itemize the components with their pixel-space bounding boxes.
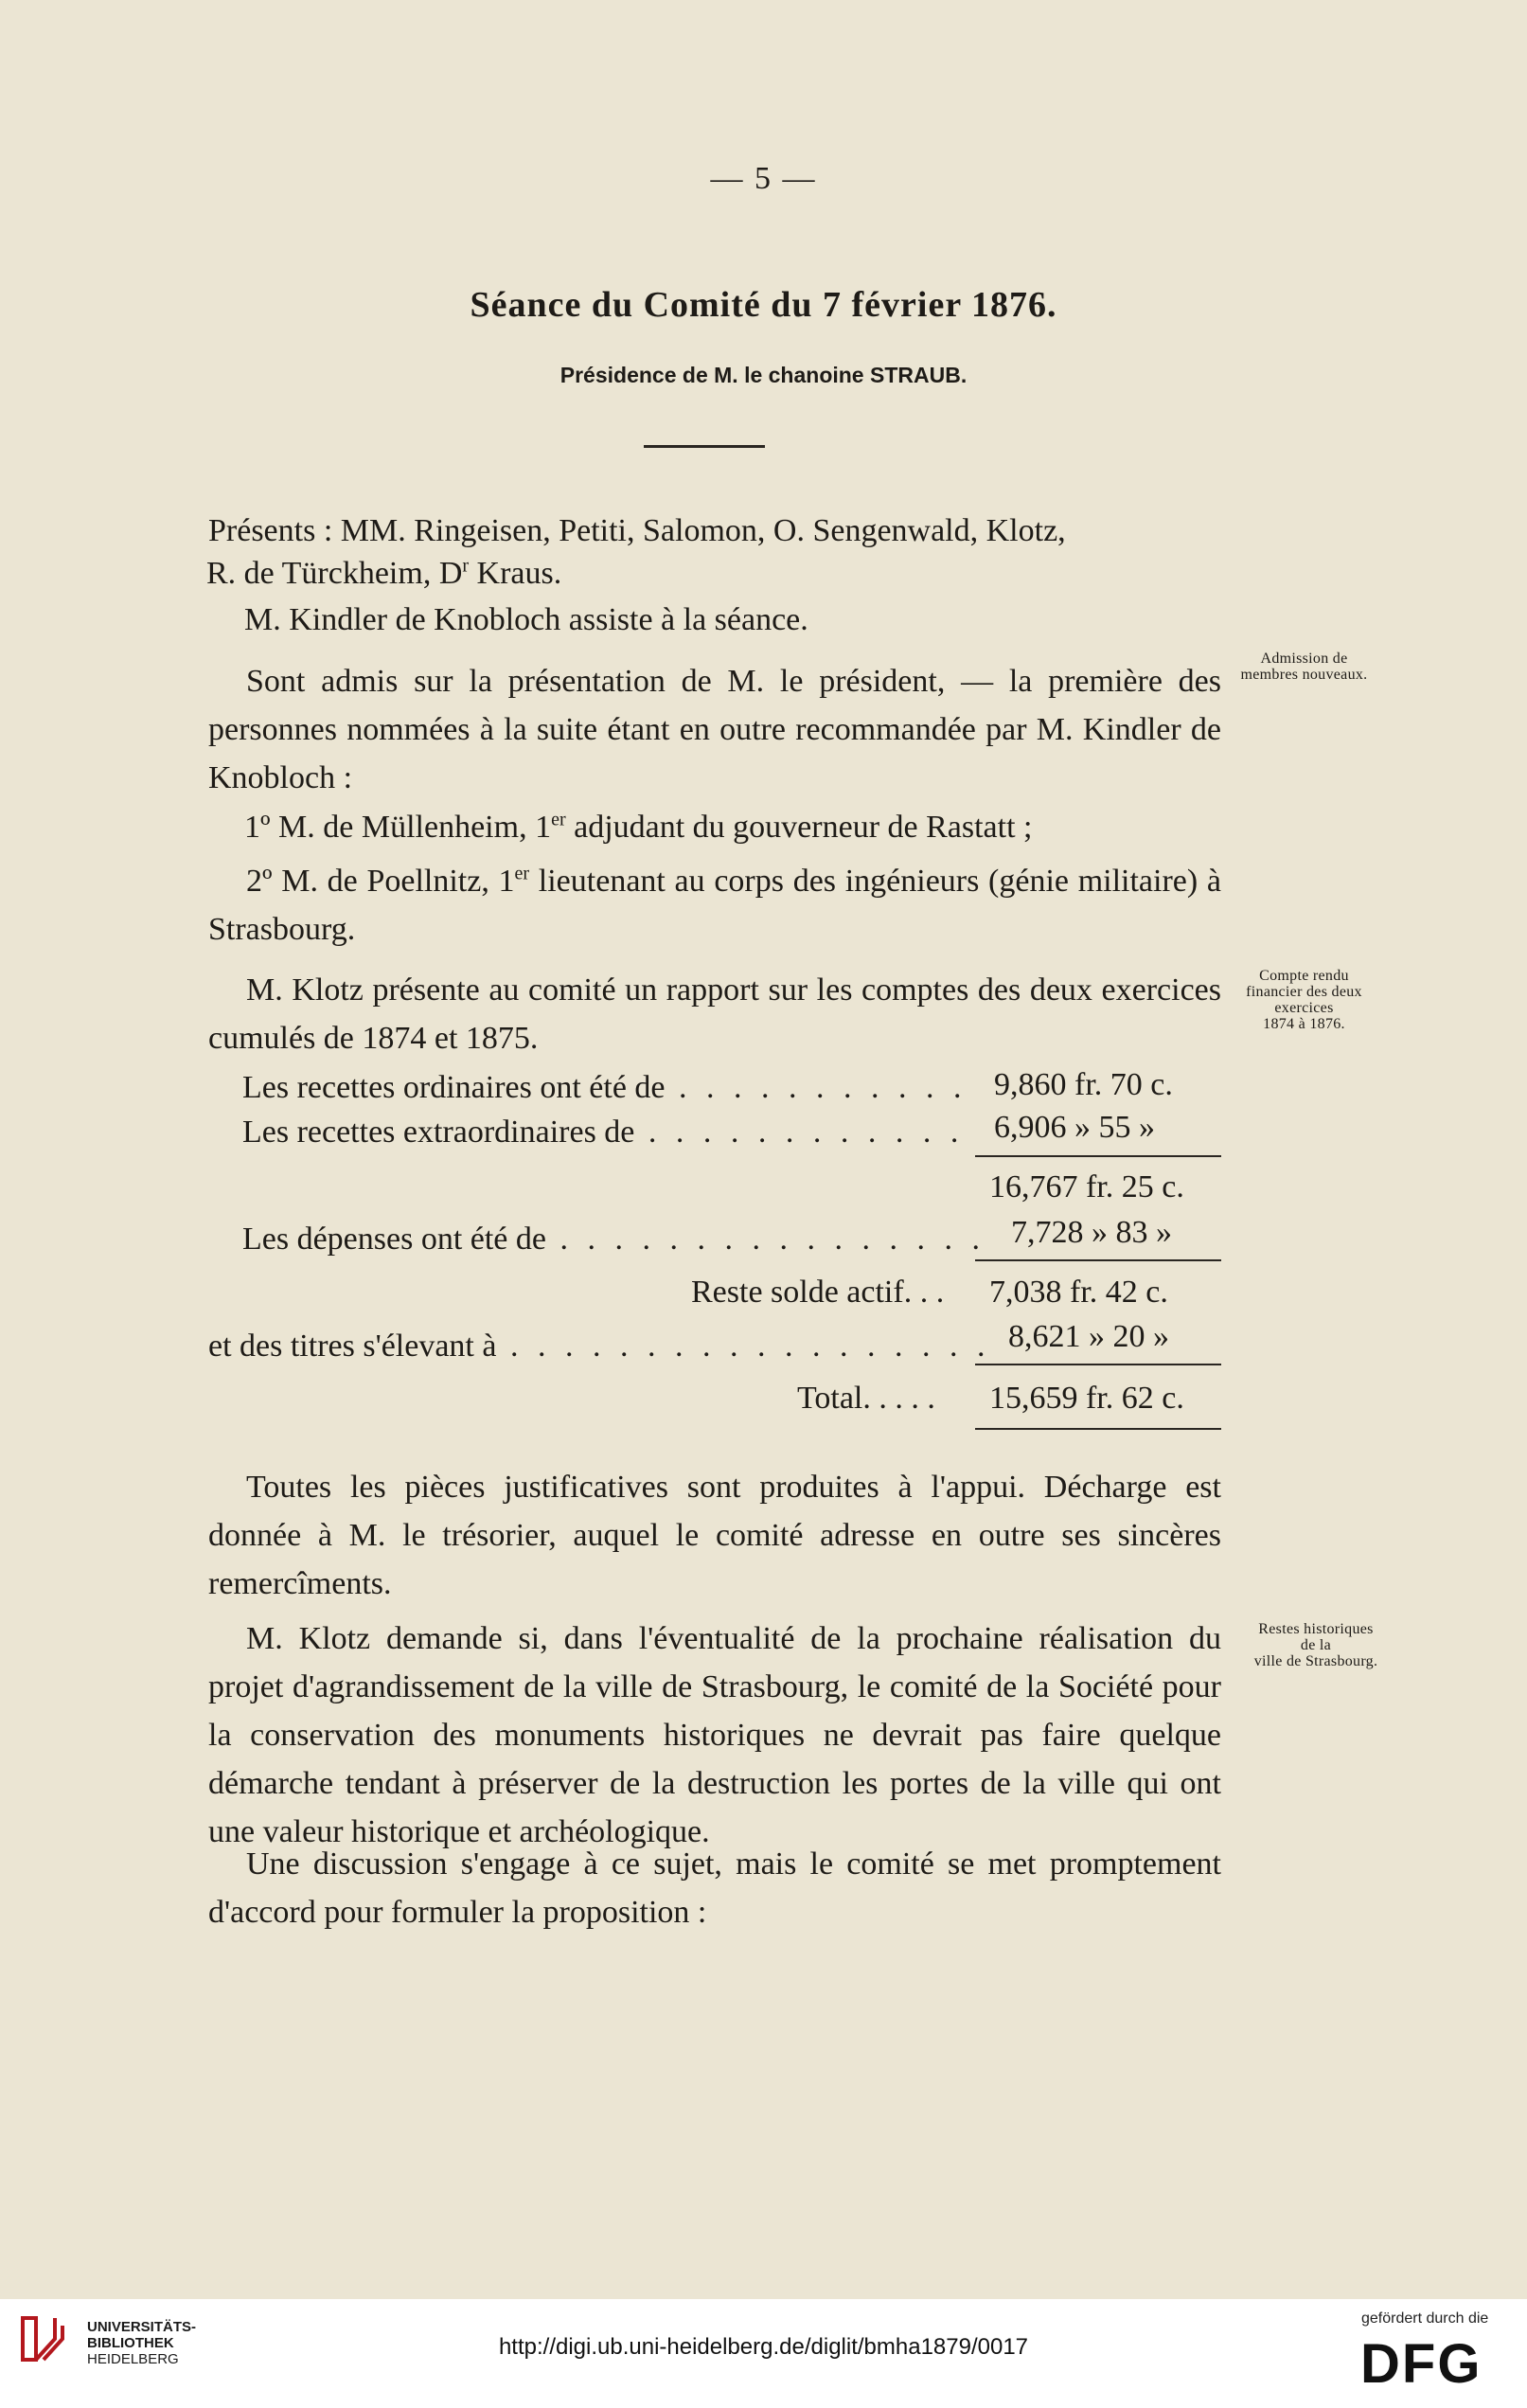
- admission-item-1: 1º M. de Müllenheim, 1er adjudant du gouverneur de Rastatt ;: [244, 809, 1033, 845]
- total-double-rule: [975, 1428, 1221, 1430]
- account-row-5-label: et des titres s'élevant à . . . . . . . . . . . . . . . . . .: [208, 1329, 991, 1364]
- attendance-line-3: M. Kindler de Knobloch assiste à la séance.: [244, 602, 808, 637]
- margin-note-admission: Admission de membres nouveaux.: [1240, 651, 1368, 683]
- account-row-2-label: Les recettes extraordinaires de . . . . . . . . . . . .: [242, 1115, 965, 1150]
- presidency-line: Présidence de M. le chanoine STRAUB.: [559, 363, 968, 387]
- margin-note-compte: Compte rendu financier des deux exercices 1874 à 1876.: [1246, 968, 1362, 1032]
- account-row-5-value: 8,621 » 20 »: [1008, 1319, 1169, 1354]
- discharge-paragraph: Toutes les pièces justificatives sont produites à l'appui. Décharge est donnée à M. le trésorier, auquel le comité adresse en outre ses sincères remercîments.: [208, 1470, 1221, 1601]
- admission-item-2: 2º M. de Poellnitz, 1er lieutenant au corps des ingénieurs (génie militaire) à Strasbourg.: [208, 863, 1221, 947]
- total-label: Total. . . . .: [797, 1381, 935, 1416]
- discussion-paragraph: Une discussion s'engage à ce sujet, mais le comité se met promptement d'accord pour formuler la proposition :: [208, 1846, 1221, 1930]
- admission-paragraph: Sont admis sur la présentation de M. le président, — la première des personnes nommées à la suite étant en outre recommandée par M. Kindler de Knobloch :: [208, 664, 1221, 795]
- account-row-4-label: Reste solde actif. . .: [691, 1275, 945, 1310]
- attendance-line-2: R. de Türckheim, $D^r$ Kraus.: [206, 555, 562, 591]
- source-url-link[interactable]: http://digi.ub.uni-heidelberg.de/diglit/bmha1879/0017: [498, 2334, 1029, 2360]
- account-row-1-label: Les recettes ordinaires ont été de . . . . . . . . . . .: [242, 1070, 968, 1105]
- klotz-request-paragraph: M. Klotz demande si, dans l'éventualité de la prochaine réalisation du projet d'agrandissement de la ville de Strasbourg, le comité de la Société pour la conservation des monuments historiques ne devrait pas faire quelque démarche tendant à préserver de la destruction les portes de la ville qui ont une valeur historique et archéologique.: [208, 1621, 1221, 1849]
- subtotal-value: 16,767 fr. 25 c.: [989, 1169, 1184, 1204]
- university-library-name: UNIVERSITÄTS- BIBLIOTHEK HEIDELBERG: [87, 2319, 197, 2367]
- dfg-logo: DFG: [1360, 2333, 1483, 2395]
- page-number: — 5 —: [710, 161, 817, 196]
- report-paragraph: M. Klotz présente au comité un rapport sur les comptes des deux exercices cumulés de 1874 et 1875.: [208, 972, 1221, 1056]
- margin-note-restes: Restes historiques de la ville de Strasbourg.: [1253, 1621, 1378, 1669]
- subtotal-rule: [975, 1155, 1221, 1157]
- account-row-3-value: 7,728 » 83 »: [1011, 1215, 1172, 1250]
- account-row-4-value: 7,038 fr. 42 c.: [989, 1275, 1168, 1310]
- account-row-1-value: 9,860 fr. 70 c.: [994, 1067, 1173, 1102]
- funder-caption: gefördert durch die: [1361, 2310, 1489, 2327]
- attendance-line-1: Présents : MM. Ringeisen, Petiti, Salomon, O. Sengenwald, Klotz,: [208, 513, 1066, 548]
- balance-rule: [975, 1259, 1221, 1261]
- account-row-2-value: 6,906 » 55 »: [994, 1110, 1155, 1145]
- total-rule: [975, 1364, 1221, 1365]
- separator-rule: [644, 445, 765, 448]
- session-title: Séance du Comité du 7 février 1876.: [470, 285, 1057, 325]
- total-value: 15,659 fr. 62 c.: [989, 1381, 1184, 1416]
- account-row-3-label: Les dépenses ont été de . . . . . . . . . . . . . . . .: [242, 1222, 985, 1257]
